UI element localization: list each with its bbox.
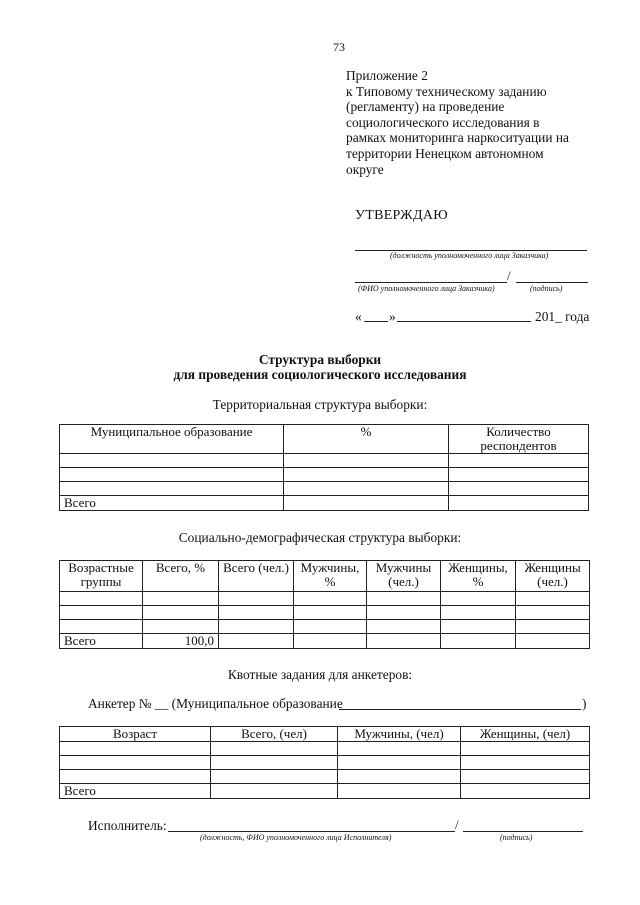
total-label: Всего [60, 496, 284, 511]
appendix-line: к Типовому техническому заданию [346, 83, 547, 99]
column-header: Мужчины (чел.) [367, 561, 441, 592]
appendix-line: (регламенту) на проведение [346, 99, 505, 115]
table-total-row [60, 496, 589, 511]
interviewer-label: Анкетер № __ (Муниципальное образование [88, 696, 343, 711]
total-label: Всего [60, 784, 211, 799]
table-total-row [60, 634, 590, 649]
appendix-line: социологического исследования в [346, 114, 540, 130]
document-subtitle: для проведения социологического исследования [173, 367, 467, 382]
appendix-line: округе [346, 161, 384, 177]
executor-label: Исполнитель: [88, 818, 167, 833]
signature-line [516, 282, 588, 283]
total-percent: 100,0 [143, 634, 219, 649]
interviewer-close-paren: ) [582, 696, 587, 711]
column-header: Женщины, % [441, 561, 516, 592]
table-row [60, 606, 590, 620]
quota-table [59, 726, 590, 799]
table-row [60, 770, 590, 784]
table-row [60, 742, 590, 756]
fio-signature-line [355, 282, 507, 283]
date-open-quote: « [355, 309, 362, 324]
municipality-fill-line [339, 709, 581, 710]
column-header: Мужчины, % [294, 561, 367, 592]
appendix-note [346, 68, 616, 177]
table-row [60, 756, 590, 770]
table-total-row [60, 784, 590, 799]
table-row [60, 454, 589, 468]
table-row [60, 482, 589, 496]
date-month-line [397, 321, 531, 322]
table-row [60, 592, 590, 606]
table-header-row [60, 727, 590, 742]
date-year: 201_ года [535, 309, 590, 324]
signature-caption: (подпись) [530, 284, 563, 293]
table-header-row [60, 425, 589, 454]
appendix-line: Приложение 2 [346, 68, 428, 83]
slash-separator: / [507, 268, 511, 283]
executor-signature-line [463, 831, 583, 832]
column-header: Количество респондентов [449, 425, 589, 454]
appendix-line: территории Ненецком автономном [346, 145, 544, 161]
document-title: Структура выборки [258, 352, 382, 367]
column-header: Возраст [60, 727, 211, 742]
executor-position-line [168, 831, 455, 832]
column-header: % [284, 425, 449, 454]
page-number: 73 [333, 40, 345, 54]
date-close-quote: » [389, 309, 396, 324]
column-header: Мужчины, (чел) [338, 727, 461, 742]
appendix-line: рамках мониторинга наркоситуации на [346, 130, 569, 146]
column-header: Женщины, (чел) [461, 727, 590, 742]
demographic-table [59, 560, 590, 649]
position-caption: (должность уполномоченного лица Заказчика) [390, 251, 549, 260]
column-header: Муниципальное образование [60, 425, 284, 454]
fio-caption: (ФИО уполномоченного лица Заказчика) [358, 284, 495, 293]
column-header: Всего (чел.) [219, 561, 294, 592]
executor-signature-caption: (подпись) [500, 833, 533, 842]
column-header: Всего, % [143, 561, 219, 592]
date-day-line [364, 321, 388, 322]
table-row [60, 468, 589, 482]
executor-position-caption: (должность, ФИО уполномоченного лица Исполнителя) [200, 833, 392, 842]
column-header: Возрастные группы [60, 561, 143, 592]
table-row [60, 620, 590, 634]
total-label: Всего [60, 634, 143, 649]
column-header: Всего, (чел) [211, 727, 338, 742]
territorial-heading: Территориальная структура выборки: [212, 397, 428, 412]
quota-heading: Квотные задания для анкетеров: [227, 667, 413, 682]
executor-slash: / [455, 817, 459, 832]
territorial-table [59, 424, 589, 511]
approve-heading: УТВЕРЖДАЮ [355, 208, 448, 223]
table-header-row [60, 561, 590, 592]
demographic-heading: Социально-демографическая структура выборки: [178, 530, 462, 545]
column-header: Женщины (чел.) [516, 561, 590, 592]
